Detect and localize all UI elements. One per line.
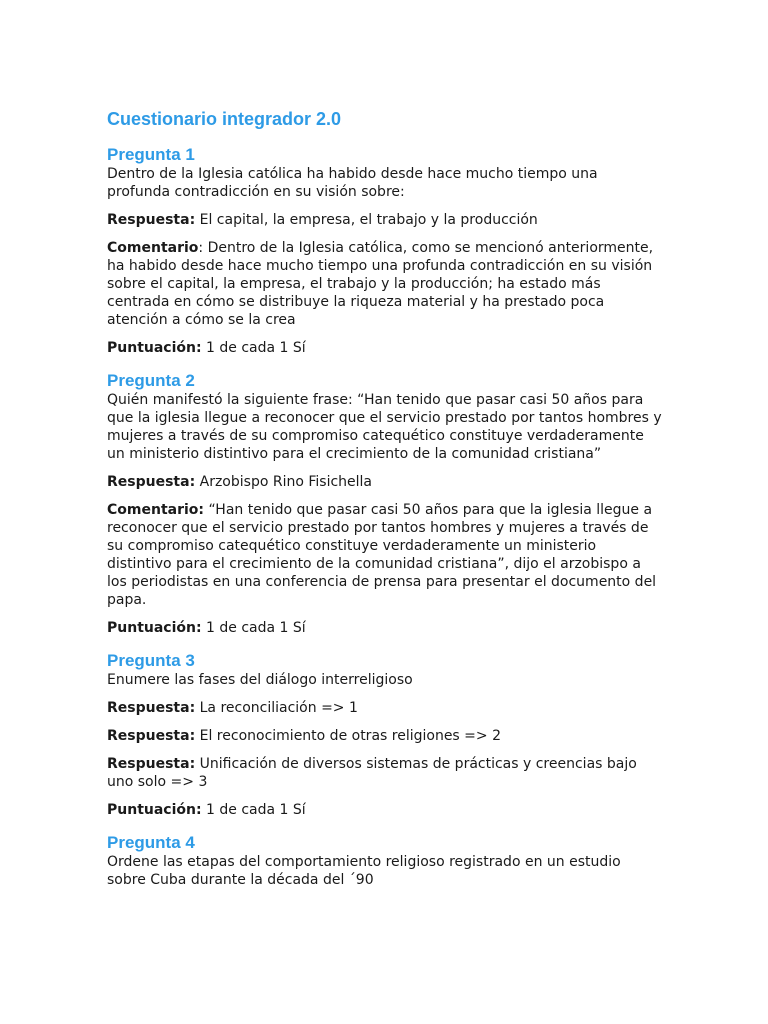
- question-heading: Pregunta 4: [107, 833, 195, 852]
- question-prompt: Dentro de la Iglesia católica ha habido desde hace mucho tiempo una profunda contradicción en su visión sobre:: [107, 166, 598, 200]
- question-prompt: Enumere las fases del diálogo interreligioso: [107, 672, 413, 688]
- comment-line: [107, 239, 663, 329]
- score-line: [107, 339, 663, 357]
- score-value: 1 de cada 1 Sí: [206, 340, 306, 356]
- question-prompt: Quién manifestó la siguiente frase: “Han tenido que pasar casi 50 años para que la iglesia llegue a reconocer que el servicio prestado por tantos hombres y mujeres a través de su compromiso catequético constituye verdaderamente un ministerio distintivo para el crecimiento de la comunidad cristiana”: [107, 392, 662, 462]
- question-heading: Pregunta 1: [107, 145, 195, 164]
- answer-line: [107, 699, 663, 717]
- score-value: 1 de cada 1 Sí: [206, 620, 306, 636]
- answer-text: El reconocimiento de otras religiones => 2: [199, 728, 501, 744]
- answer-line: [107, 755, 663, 791]
- answer-label: Respuesta:: [107, 474, 196, 490]
- answer-text: El capital, la empresa, el trabajo y la producción: [199, 212, 538, 228]
- comment-label: Comentario: [107, 240, 199, 256]
- comment-text: “Han tenido que pasar casi 50 años para que la iglesia llegue a reconocer que el servicio prestado por tantos hombres y mujeres a través de su compromiso catequético constituye verdaderamente un ministerio distintivo para el crecimiento de la comunidad cristiana”, dijo el arzobispo a los periodistas en una conferencia de prensa para presentar el documento del papa.: [107, 502, 657, 608]
- answer-label: Respuesta:: [107, 756, 196, 772]
- document-title: Cuestionario integrador 2.0: [107, 109, 342, 129]
- answer-line: [107, 473, 663, 491]
- answer-text: La reconciliación => 1: [199, 700, 358, 716]
- question-3: [107, 651, 663, 819]
- score-label: Puntuación:: [107, 340, 202, 356]
- comment-text: : Dentro de la Iglesia católica, como se mencionó anteriormente, ha habido desde hace mucho tiempo una profunda contradicción en su visión sobre el capital, la empresa, el trabajo y la producción; ha estado más centrada en cómo se distribuye la riqueza material y ha prestado poca atención a cómo se la crea: [107, 240, 654, 328]
- answer-label: Respuesta:: [107, 700, 196, 716]
- score-label: Puntuación:: [107, 620, 202, 636]
- question-2: [107, 371, 663, 637]
- score-label: Puntuación:: [107, 802, 202, 818]
- question-heading: Pregunta 2: [107, 371, 195, 390]
- answer-line: [107, 727, 663, 745]
- question-1: [107, 145, 663, 357]
- answer-label: Respuesta:: [107, 728, 196, 744]
- document-page: [107, 108, 663, 903]
- score-line: [107, 801, 663, 819]
- comment-line: [107, 501, 663, 609]
- answer-line: [107, 211, 663, 229]
- answer-text: Arzobispo Rino Fisichella: [199, 474, 372, 490]
- question-prompt: Ordene las etapas del comportamiento religioso registrado en un estudio sobre Cuba durante la década del ´90: [107, 854, 621, 888]
- comment-label: Comentario:: [107, 502, 205, 518]
- score-line: [107, 619, 663, 637]
- answer-text: Unificación de diversos sistemas de prácticas y creencias bajo uno solo => 3: [107, 756, 637, 790]
- question-heading: Pregunta 3: [107, 651, 195, 670]
- score-value: 1 de cada 1 Sí: [206, 802, 306, 818]
- question-4: [107, 833, 663, 889]
- answer-label: Respuesta:: [107, 212, 196, 228]
